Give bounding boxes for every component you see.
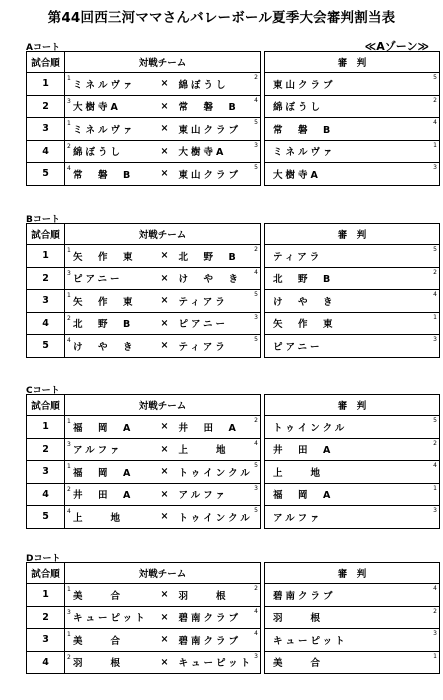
team-b-cell	[177, 73, 261, 96]
match-order: 4	[27, 651, 65, 674]
teams-header: 対戦チーム	[65, 563, 261, 584]
match-order: 4	[27, 140, 65, 163]
team-b-number: 2	[254, 74, 258, 81]
team-b-cell	[177, 163, 261, 186]
team-b-number: 2	[254, 246, 258, 253]
team-a-name: 福 岡 A	[73, 467, 134, 479]
team-b-number: 5	[254, 164, 258, 171]
team-b-number: 5	[254, 462, 258, 469]
order-header: 試合順	[27, 224, 65, 245]
versus-mark: ×	[153, 438, 177, 461]
match-row	[27, 651, 440, 674]
team-a-name: 矢 作 東	[73, 296, 136, 308]
team-b-number: 2	[254, 417, 258, 424]
team-b-cell	[177, 95, 261, 118]
team-a-cell	[65, 506, 153, 529]
team-a-cell	[65, 163, 153, 186]
team-a-number: 1	[67, 418, 71, 425]
referee-name: アルファ	[273, 512, 323, 524]
referee-number: 4	[433, 585, 437, 592]
team-b-cell	[177, 335, 261, 358]
match-row	[27, 290, 440, 313]
referee-name: 東山クラブ	[273, 79, 336, 91]
referee-name: 常 磐 B	[273, 124, 334, 136]
team-b-number: 3	[254, 652, 258, 660]
team-a-number: 2	[67, 314, 71, 322]
team-b-name: トゥインクル	[178, 467, 253, 479]
team-a-name: 福 岡 A	[73, 422, 134, 434]
team-b-name: 東山クラブ	[178, 169, 242, 181]
team-a-name: 美 合	[73, 635, 124, 647]
referee-number: 1	[433, 652, 437, 660]
versus-mark: ×	[153, 163, 177, 186]
referee-number: 5	[433, 74, 437, 81]
team-a-number: 4	[67, 508, 71, 515]
referee-cell	[265, 483, 440, 506]
team-a-name: 大樹寺A	[73, 102, 121, 114]
referee-cell	[265, 606, 440, 629]
match-row	[27, 438, 440, 461]
team-a-cell	[65, 245, 153, 268]
team-a-cell	[65, 461, 153, 484]
team-b-name: ピアニー	[178, 319, 229, 331]
match-order: 5	[27, 506, 65, 529]
team-b-name: 大樹寺A	[178, 147, 227, 159]
team-b-number: 5	[254, 336, 258, 343]
referee-cell	[265, 461, 440, 484]
referee-number: 3	[433, 164, 437, 171]
match-row	[27, 416, 440, 439]
team-b-cell	[177, 245, 261, 268]
team-b-number: 4	[254, 607, 258, 615]
referee-header: 審 判	[265, 224, 440, 245]
match-row	[27, 95, 440, 118]
versus-mark: ×	[153, 140, 177, 163]
team-b-cell	[177, 651, 261, 674]
team-a-cell	[65, 335, 153, 358]
team-b-name: 北 野 B	[178, 251, 239, 263]
referee-number: 1	[433, 313, 437, 321]
team-a-name: アルファ	[73, 445, 123, 457]
referee-cell	[265, 312, 440, 335]
match-order: 4	[27, 483, 65, 506]
referee-name: 碧南クラブ	[273, 590, 336, 602]
versus-mark: ×	[153, 506, 177, 529]
match-order: 5	[27, 163, 65, 186]
match-order: 1	[27, 245, 65, 268]
team-a-number: 1	[67, 120, 71, 127]
referee-number: 2	[433, 96, 437, 104]
team-a-number: 3	[67, 608, 71, 616]
referee-number: 5	[433, 417, 437, 424]
team-b-number: 3	[254, 313, 258, 321]
team-a-cell	[65, 290, 153, 313]
schedule-table	[26, 562, 440, 674]
referee-cell	[265, 651, 440, 674]
team-a-number: 1	[67, 75, 71, 82]
team-a-cell	[65, 140, 153, 163]
referee-cell	[265, 584, 440, 607]
referee-number: 5	[433, 246, 437, 253]
team-b-name: キューピット	[178, 658, 254, 670]
team-b-name: 東山クラブ	[178, 124, 242, 136]
team-b-name: 碧南クラブ	[178, 613, 242, 625]
team-b-number: 4	[254, 96, 258, 104]
referee-cell	[265, 73, 440, 96]
team-a-number: 1	[67, 247, 71, 254]
match-row	[27, 335, 440, 358]
teams-header: 対戦チーム	[65, 52, 261, 73]
team-b-number: 2	[254, 585, 258, 592]
referee-cell	[265, 335, 440, 358]
referee-number: 3	[433, 336, 437, 343]
team-a-number: 2	[67, 142, 71, 150]
team-a-number: 3	[67, 97, 71, 105]
referee-number: 3	[433, 630, 437, 637]
referee-number: 4	[433, 462, 437, 469]
versus-mark: ×	[153, 629, 177, 652]
team-b-name: 上 地	[178, 445, 229, 457]
team-b-name: ティアラ	[178, 296, 228, 308]
match-row	[27, 461, 440, 484]
team-a-number: 1	[67, 631, 71, 638]
team-a-cell	[65, 267, 153, 290]
versus-mark: ×	[153, 290, 177, 313]
match-order: 5	[27, 335, 65, 358]
referee-name: 大樹寺A	[273, 169, 321, 181]
team-b-cell	[177, 506, 261, 529]
referee-cell	[265, 140, 440, 163]
team-b-cell	[177, 140, 261, 163]
team-a-name: ピアニー	[73, 274, 123, 286]
team-a-cell	[65, 651, 153, 674]
court-label: Aコート	[26, 43, 60, 53]
match-order: 1	[27, 73, 65, 96]
order-header: 試合順	[27, 52, 65, 73]
team-a-name: ミネルヴァ	[73, 79, 136, 91]
team-a-number: 2	[67, 485, 71, 493]
versus-mark: ×	[153, 245, 177, 268]
team-a-name: 常 磐 B	[73, 169, 134, 181]
team-b-cell	[177, 483, 261, 506]
team-a-name: 井 田 A	[73, 490, 134, 502]
team-b-name: ティアラ	[178, 341, 228, 353]
team-a-number: 1	[67, 292, 71, 299]
referee-number: 1	[433, 141, 437, 149]
team-a-name: 綿ぼうし	[73, 147, 124, 159]
referee-cell	[265, 267, 440, 290]
schedule-table	[26, 51, 440, 186]
team-a-name: け や き	[73, 341, 136, 353]
match-row	[27, 483, 440, 506]
referee-number: 3	[433, 507, 437, 514]
referee-cell	[265, 290, 440, 313]
match-row	[27, 584, 440, 607]
match-order: 1	[27, 416, 65, 439]
order-header: 試合順	[27, 563, 65, 584]
match-row	[27, 73, 440, 96]
team-b-number: 3	[254, 484, 258, 492]
versus-mark: ×	[153, 606, 177, 629]
versus-mark: ×	[153, 416, 177, 439]
header-row	[27, 395, 440, 416]
versus-mark: ×	[153, 335, 177, 358]
referee-cell	[265, 118, 440, 141]
referee-name: キューピット	[273, 635, 348, 647]
referee-name: け や き	[273, 296, 336, 308]
match-order: 1	[27, 584, 65, 607]
match-order: 2	[27, 438, 65, 461]
team-b-name: 井 田 A	[178, 422, 239, 434]
match-row	[27, 312, 440, 335]
court-label: Dコート	[26, 554, 61, 564]
zone-label: ≪Aゾーン≫	[364, 40, 429, 53]
team-a-cell	[65, 606, 153, 629]
team-b-name: 綿ぼうし	[178, 79, 229, 91]
team-b-cell	[177, 629, 261, 652]
team-a-number: 1	[67, 586, 71, 593]
match-order: 3	[27, 629, 65, 652]
header-row	[27, 224, 440, 245]
match-row	[27, 245, 440, 268]
teams-header: 対戦チーム	[65, 395, 261, 416]
team-b-cell	[177, 461, 261, 484]
referee-name: 美 合	[273, 658, 324, 670]
team-a-name: キューピット	[73, 613, 148, 625]
match-order: 2	[27, 267, 65, 290]
team-b-cell	[177, 606, 261, 629]
versus-mark: ×	[153, 118, 177, 141]
order-header: 試合順	[27, 395, 65, 416]
referee-number: 2	[433, 607, 437, 615]
team-a-cell	[65, 584, 153, 607]
team-a-name: 上 地	[73, 512, 124, 524]
match-row	[27, 629, 440, 652]
referee-header: 審 判	[265, 563, 440, 584]
team-a-number: 4	[67, 165, 71, 172]
versus-mark: ×	[153, 312, 177, 335]
team-b-number: 5	[254, 507, 258, 514]
versus-mark: ×	[153, 461, 177, 484]
versus-mark: ×	[153, 73, 177, 96]
match-order: 3	[27, 290, 65, 313]
versus-mark: ×	[153, 651, 177, 674]
team-b-name: 碧南クラブ	[178, 635, 242, 647]
match-row	[27, 267, 440, 290]
teams-header: 対戦チーム	[65, 224, 261, 245]
team-b-cell	[177, 312, 261, 335]
team-a-cell	[65, 95, 153, 118]
match-order: 3	[27, 461, 65, 484]
schedule-table	[26, 394, 440, 529]
referee-name: 井 田 A	[273, 445, 334, 457]
team-b-cell	[177, 118, 261, 141]
referee-cell	[265, 163, 440, 186]
team-b-cell	[177, 290, 261, 313]
versus-mark: ×	[153, 584, 177, 607]
referee-name: 羽 根	[273, 613, 324, 625]
header-row	[27, 563, 440, 584]
referee-name: ピアニー	[273, 341, 323, 353]
team-a-cell	[65, 483, 153, 506]
referee-cell	[265, 245, 440, 268]
team-b-number: 5	[254, 291, 258, 298]
team-b-cell	[177, 267, 261, 290]
match-row	[27, 163, 440, 186]
page-title: 第44回西三河ママさんバレーボール夏季大会審判割当表	[47, 10, 396, 26]
match-order: 3	[27, 118, 65, 141]
match-row	[27, 140, 440, 163]
team-a-number: 3	[67, 440, 71, 448]
team-b-name: アルファ	[178, 490, 228, 502]
team-a-number: 4	[67, 337, 71, 344]
team-a-name: 美 合	[73, 590, 124, 602]
team-a-cell	[65, 438, 153, 461]
team-b-number: 4	[254, 439, 258, 447]
referee-name: 北 野 B	[273, 274, 334, 286]
team-a-cell	[65, 118, 153, 141]
versus-mark: ×	[153, 95, 177, 118]
team-b-name: 羽 根	[178, 590, 229, 602]
referee-cell	[265, 629, 440, 652]
team-b-number: 4	[254, 268, 258, 276]
team-b-number: 3	[254, 141, 258, 149]
court-label: Bコート	[26, 215, 60, 225]
match-row	[27, 606, 440, 629]
referee-header: 審 判	[265, 52, 440, 73]
team-a-cell	[65, 312, 153, 335]
referee-name: 福 岡 A	[273, 490, 334, 502]
team-a-number: 3	[67, 269, 71, 277]
team-a-number: 2	[67, 653, 71, 661]
referee-name: 矢 作 東	[273, 319, 336, 331]
referee-name: ミネルヴァ	[273, 147, 336, 159]
referee-number: 1	[433, 484, 437, 492]
team-b-number: 5	[254, 119, 258, 126]
match-row	[27, 506, 440, 529]
match-order: 2	[27, 95, 65, 118]
team-a-name: 北 野 B	[73, 319, 134, 331]
versus-mark: ×	[153, 483, 177, 506]
schedule-table	[26, 223, 440, 358]
team-a-cell	[65, 73, 153, 96]
team-a-number: 1	[67, 463, 71, 470]
referee-name: 綿ぼうし	[273, 102, 324, 114]
team-b-cell	[177, 438, 261, 461]
team-b-number: 4	[254, 630, 258, 637]
team-b-cell	[177, 416, 261, 439]
match-order: 2	[27, 606, 65, 629]
referee-cell	[265, 416, 440, 439]
match-row	[27, 118, 440, 141]
referee-header: 審 判	[265, 395, 440, 416]
team-b-name: け や き	[178, 274, 242, 286]
team-a-cell	[65, 629, 153, 652]
team-a-name: 羽 根	[73, 658, 124, 670]
court-label: Cコート	[26, 386, 60, 396]
referee-number: 2	[433, 439, 437, 447]
team-b-cell	[177, 584, 261, 607]
versus-mark: ×	[153, 267, 177, 290]
referee-name: 上 地	[273, 467, 324, 479]
referee-cell	[265, 506, 440, 529]
referee-name: ティアラ	[273, 251, 323, 263]
referee-number: 4	[433, 291, 437, 298]
team-a-name: ミネルヴァ	[73, 124, 136, 136]
team-b-name: 常 磐 B	[178, 102, 239, 114]
referee-cell	[265, 438, 440, 461]
referee-number: 4	[433, 119, 437, 126]
team-a-name: 矢 作 東	[73, 251, 136, 263]
header-row	[27, 52, 440, 73]
referee-number: 2	[433, 268, 437, 276]
team-b-name: トゥインクル	[178, 512, 253, 524]
match-order: 4	[27, 312, 65, 335]
referee-name: トゥインクル	[273, 422, 348, 434]
team-a-cell	[65, 416, 153, 439]
referee-cell	[265, 95, 440, 118]
